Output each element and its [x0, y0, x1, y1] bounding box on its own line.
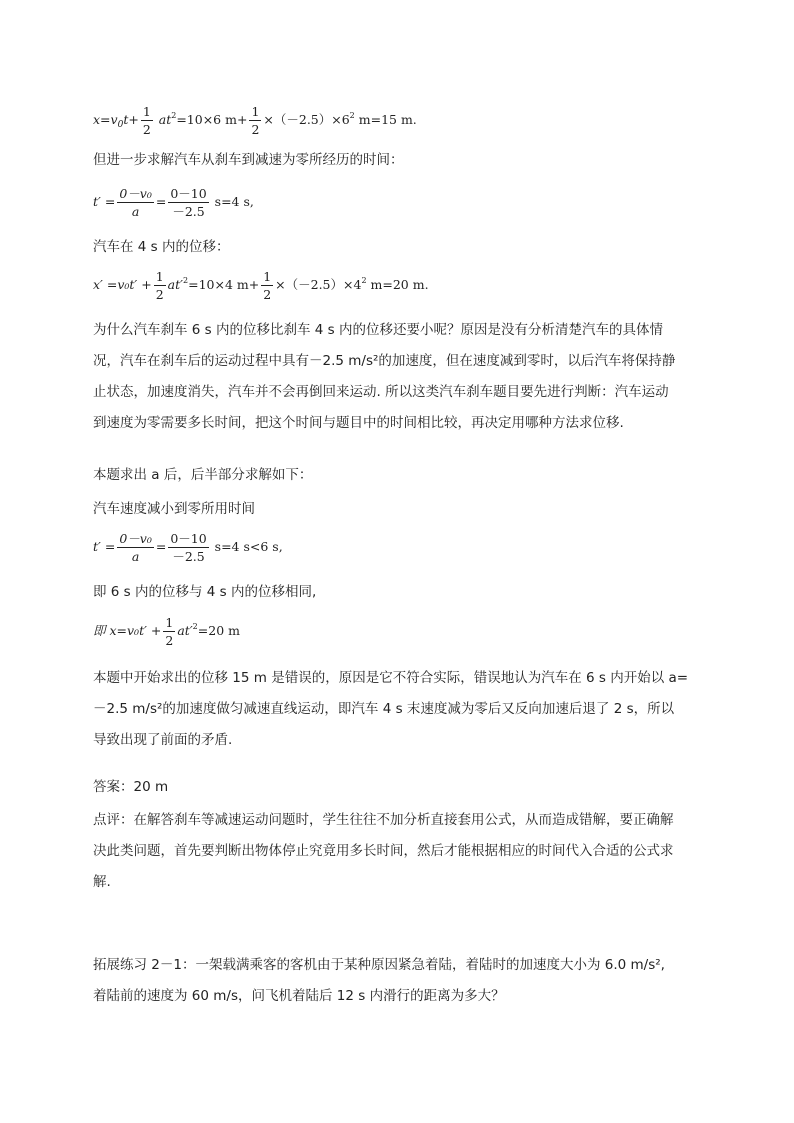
fraction-numerator: 1: [263, 269, 272, 284]
equation-displacement-4s: [93, 268, 713, 303]
fraction: [117, 185, 154, 220]
fraction-denominator: a: [131, 549, 140, 564]
fraction-denominator: 2: [142, 122, 151, 137]
paragraph-line: 止状态，加速度消失，汽车并不会再倒回来运动. 所以这类汽车刹车题目要先进行判断：汽车运动: [93, 384, 669, 400]
paragraph-line: 拓展练习 2－1：一架载满乘客的客机由于某种原因紧急着陆，着陆时的加速度大小为 6.0 m/s²,: [93, 957, 665, 973]
equation-stop-time-compare: [93, 530, 713, 565]
fraction-numerator: 0－10: [170, 186, 207, 201]
eq-text: =: [155, 194, 167, 209]
fraction-numerator: 1: [165, 615, 174, 630]
equation-displacement-6s: [93, 103, 713, 138]
fraction-numerator: 1: [155, 269, 164, 284]
paragraph-line: 到速度为零需要多长时间，把这个时间与题目中的时间相比较，再决定用哪种方法求位移.: [93, 415, 624, 431]
eq-text: t′ =: [93, 539, 116, 554]
eq-superscript: 2: [192, 622, 198, 631]
eq-text: x=v: [93, 112, 118, 127]
eq-text: ×（－2.5）×4: [275, 277, 362, 292]
fraction-half: [163, 614, 175, 649]
fraction-numerator: 1: [251, 104, 260, 119]
fraction-numerator: 0－10: [170, 531, 207, 546]
fraction-half: [249, 103, 261, 138]
eq-text: =: [155, 539, 167, 554]
paragraph-line: 解.: [93, 874, 111, 890]
eq-text: at′: [167, 277, 183, 292]
fraction-denominator: 2: [165, 633, 174, 648]
eq-text: =10×4 m+: [188, 277, 260, 292]
eq-text: at: [154, 112, 172, 127]
paragraph-line: 点评：在解答刹车等减速运动问题时，学生往往不加分析直接套用公式，从而造成错解，要正确解: [93, 812, 674, 828]
eq-superscript: 2: [349, 111, 355, 120]
eq-superscript: 2: [361, 276, 367, 285]
eq-text: t+: [123, 112, 139, 127]
eq-superscript: 2: [183, 276, 189, 285]
paragraph-line: 本题中开始求出的位移 15 m 是错误的，原因是它不符合实际，错误地认为汽车在 6 s 内开始以 a=: [93, 670, 689, 686]
fraction-denominator: 2: [155, 287, 164, 302]
eq-text: s=4 s,: [210, 194, 254, 209]
paragraph-line: －2.5 m/s²的加速度做匀减速直线运动，即汽车 4 s 末速度减为零后又反向加速后退了 2 s，所以: [93, 701, 675, 717]
eq-subscript: 0: [117, 120, 124, 130]
equation-stop-time: [93, 185, 713, 220]
eq-superscript: 2: [171, 111, 177, 120]
answer-line: 答案：20 m: [93, 779, 169, 795]
fraction-numerator: 0－v₀: [119, 531, 152, 546]
fraction-denominator: －2.5: [172, 549, 205, 564]
paragraph-explanation: [93, 315, 713, 439]
text-line: 但进一步求解汽车从刹车到减速为零所经历的时间：: [93, 152, 404, 168]
text-line: 即 6 s 内的位移与 4 s 内的位移相同,: [93, 584, 317, 600]
paragraph-line: 决此类问题，首先要判断出物体停止究竟用多长时间，然后才能根据相应的时间代入合适的公式求: [93, 843, 674, 859]
fraction-numerator: 0－v₀: [119, 186, 152, 201]
fraction: [117, 530, 154, 565]
fraction-half: [154, 268, 166, 303]
fraction-numerator: 1: [142, 104, 151, 119]
eq-text: ×（－2.5）×6: [263, 112, 350, 127]
paragraph-line: 为什么汽车刹车 6 s 内的位移比刹车 4 s 内的位移还要小呢？原因是没有分析清楚汽车的具体情: [93, 322, 663, 338]
fraction: [168, 530, 208, 565]
eq-text: =10×6 m+: [176, 112, 248, 127]
eq-text: 即 x=v₀t′ +: [93, 623, 162, 638]
paragraph-line: 导致出现了前面的矛盾.: [93, 732, 233, 748]
eq-text: s=4 s<6 s,: [210, 539, 283, 554]
fraction: [168, 185, 208, 220]
eq-text: at′: [177, 623, 193, 638]
text-line: 汽车在 4 s 内的位移：: [93, 239, 230, 255]
paragraph-line: 况，汽车在刹车后的运动过程中具有－2.5 m/s²的加速度，但在速度减到零时，以后汽车将保持静: [93, 353, 676, 369]
equation-result: [93, 614, 713, 649]
fraction-denominator: 2: [251, 122, 260, 137]
fraction-half: [261, 268, 273, 303]
fraction-denominator: －2.5: [172, 204, 205, 219]
paragraph-exercise: [93, 950, 713, 1012]
fraction-half: [141, 103, 153, 138]
paragraph-comment: [93, 805, 713, 898]
fraction-denominator: a: [131, 204, 140, 219]
eq-text: =20 m: [197, 623, 240, 638]
eq-text: x′ =v₀t′ +: [93, 277, 152, 292]
text-line: 汽车速度减小到零所用时间: [93, 501, 255, 517]
paragraph-line: 着陆前的速度为 60 m/s，问飞机着陆后 12 s 内滑行的距离为多大？: [93, 988, 505, 1004]
paragraph-error-analysis: [93, 663, 713, 756]
eq-text: m=15 m.: [354, 112, 417, 127]
eq-text: m=20 m.: [366, 277, 429, 292]
text-line: 本题求出 a 后，后半部分求解如下：: [93, 467, 313, 483]
fraction-denominator: 2: [263, 287, 272, 302]
eq-text: t′ =: [93, 194, 116, 209]
